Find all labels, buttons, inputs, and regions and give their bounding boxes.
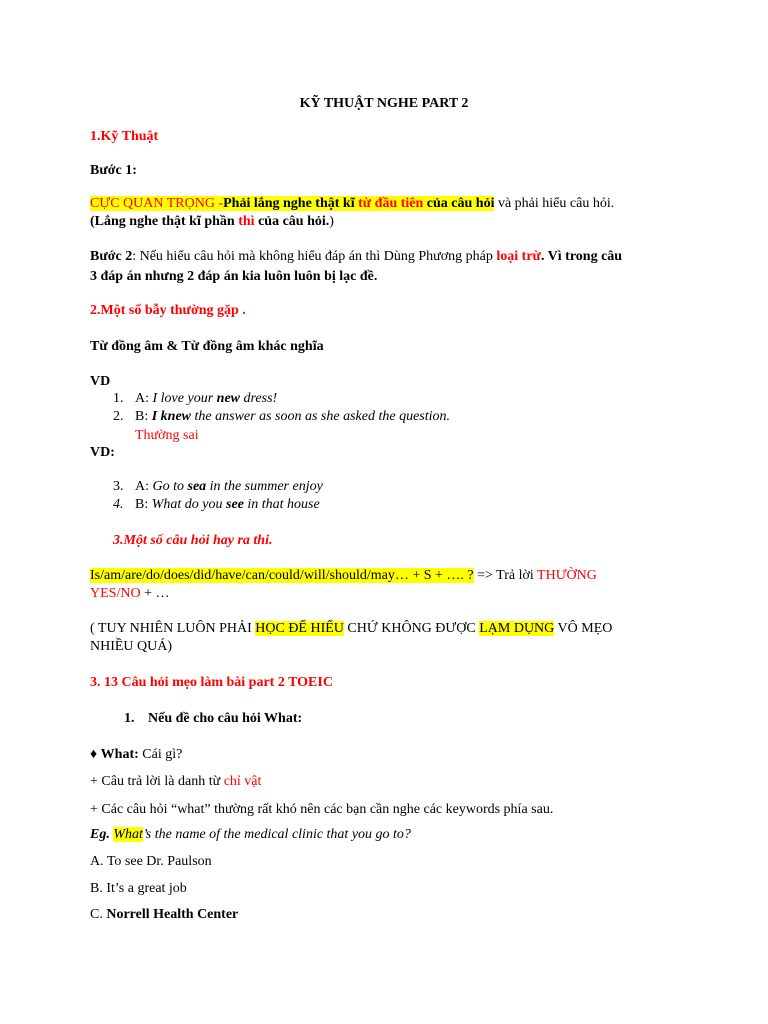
- subheading-text: Nếu đề cho câu hỏi What:: [148, 711, 303, 726]
- elimination-word: loại trừ: [496, 249, 541, 264]
- example-text-end: in that house: [243, 497, 320, 512]
- tense-note-text: (Lắng nghe thật kĩ phần: [90, 214, 239, 229]
- abuse-highlight: LẠM DỤNG: [479, 621, 555, 636]
- formula-line-2: [90, 585, 169, 603]
- option-a: A. To see Dr. Paulson: [90, 854, 212, 869]
- usually-word: THƯỜNG: [537, 568, 597, 583]
- speaker-a: A:: [135, 479, 153, 494]
- keyword-see: see: [226, 497, 244, 512]
- understand-question-text: và phải hiểu câu hỏi.: [494, 196, 615, 211]
- tense-note-end: của câu hỏi.: [254, 214, 330, 229]
- section-4-heading: 3. 13 Câu hỏi mẹo làm bài part 2 TOEIC: [90, 675, 333, 690]
- item-number: 1.: [113, 391, 124, 406]
- example-question: [90, 826, 411, 844]
- what-definition: [90, 746, 182, 764]
- page-title: KỸ THUẬT NGHE PART 2: [299, 96, 469, 111]
- question-text: ’s the name of the medical clinic that you go to?: [142, 827, 411, 842]
- example-item-2: [113, 408, 450, 426]
- speaker-b: B:: [135, 409, 152, 424]
- example-item-4: [113, 496, 320, 514]
- section-1-heading: 1.Kỹ Thuật: [90, 129, 159, 144]
- keywords-note: + Các câu hỏi “what” thường rất khó nên các bạn cần nghe các keywords phía sau.: [90, 802, 554, 817]
- item-number: 1.: [124, 711, 135, 726]
- example-label-1: VD: [90, 374, 111, 389]
- warning-line-2: NHIỀU QUÁ): [90, 639, 173, 654]
- step-2-because: . Vì trong câu: [540, 249, 623, 264]
- object-word: chỉ vật: [223, 774, 262, 789]
- what-question-subheading: [124, 710, 302, 728]
- warning-text-end: VÔ MẸO: [554, 621, 613, 636]
- example-text-end: dress!: [240, 391, 278, 406]
- section-3-heading: 3.Một số câu hỏi hay ra thi.: [113, 533, 273, 548]
- speaker-a: A:: [135, 391, 153, 406]
- formula-line-1: [90, 567, 597, 585]
- correct-answer-text: Norrell Health Center: [106, 907, 239, 922]
- option-c: [90, 906, 238, 924]
- example-item-3: [113, 478, 323, 496]
- answer-noun-note: [90, 773, 261, 791]
- keyword-new: new: [216, 391, 240, 406]
- warning-line-1: [90, 620, 612, 638]
- step-1-label: Bước 1:: [90, 163, 137, 178]
- example-text: Go to: [152, 479, 188, 494]
- yes-no-text: YES/NO: [90, 586, 141, 601]
- tense-word: thì: [238, 214, 255, 229]
- item-number: 2.: [113, 409, 124, 424]
- example-label-2: VD:: [90, 445, 115, 460]
- section-2-heading: 2.Một số bẫy thường gặp .: [90, 303, 246, 318]
- of-question-text: của câu hỏi: [423, 196, 495, 211]
- formula-highlight: Is/am/are/do/does/did/have/can/could/will/should/may… + S + …. ?: [90, 568, 474, 583]
- option-letter: C.: [90, 907, 107, 922]
- example-text-end: in the summer enjoy: [206, 479, 323, 494]
- step-1-paragraph-line-2: [90, 213, 334, 231]
- item-number: 3.: [113, 479, 124, 494]
- what-label: What:: [100, 747, 139, 762]
- close-paren: ): [329, 214, 334, 229]
- step-1-paragraph-line-1: [90, 195, 614, 213]
- option-b: B. It’s a great job: [90, 881, 187, 896]
- answer-text: => Trả lời: [473, 568, 538, 583]
- important-highlight: CỰC QUAN TRỌNG -: [90, 196, 224, 211]
- diamond-bullet-icon: ♦: [90, 747, 101, 762]
- example-text: What do you: [151, 497, 226, 512]
- speaker-b: B:: [135, 497, 152, 512]
- example-item-1: [113, 390, 277, 408]
- item-number: 4.: [113, 497, 124, 512]
- what-meaning: Cái gì?: [138, 747, 183, 762]
- keyword-knew: I knew: [151, 409, 192, 424]
- what-highlight: What: [113, 827, 143, 842]
- learn-to-understand-highlight: HỌC ĐỂ HIỂU: [255, 621, 344, 636]
- step-2-paragraph-line-1: [90, 248, 622, 266]
- eg-label: Eg.: [90, 827, 110, 842]
- note-text: + Câu trả lời là danh từ: [90, 774, 224, 789]
- step-2-label: Bước 2: [90, 249, 133, 264]
- warning-text-mid: CHỨ KHÔNG ĐƯỢC: [343, 621, 480, 636]
- first-word-text: từ đầu tiên: [358, 196, 424, 211]
- step-2-paragraph-line-2: 3 đáp án nhưng 2 đáp án kia luôn luôn bị lạc đề.: [90, 269, 378, 284]
- homophones-subheading: Từ đồng âm & Từ đồng âm khác nghĩa: [90, 339, 324, 354]
- example-text: I love your: [152, 391, 217, 406]
- often-wrong-note: Thường sai: [135, 428, 199, 443]
- listen-carefully-text: Phải lắng nghe thật kĩ: [223, 196, 359, 211]
- example-text: the answer as soon as she asked the question.: [191, 409, 451, 424]
- step-2-text: : Nếu hiểu câu hỏi mà không hiểu đáp án thì Dùng Phương pháp: [132, 249, 497, 264]
- keyword-sea: sea: [187, 479, 207, 494]
- plus-ellipsis: + …: [140, 586, 170, 601]
- warning-text: ( TUY NHIÊN LUÔN PHẢI: [90, 621, 256, 636]
